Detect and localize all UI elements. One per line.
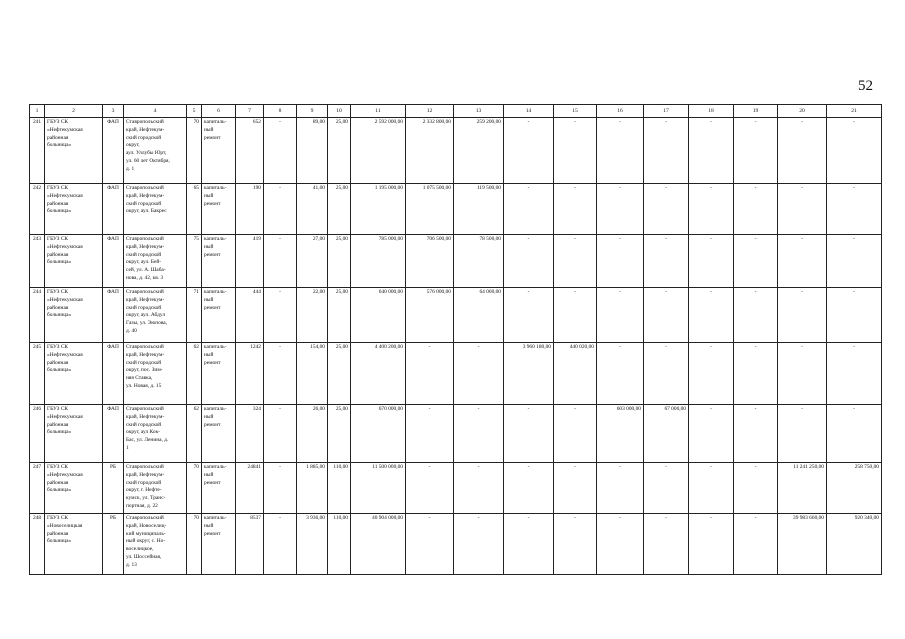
column-21-cell: - (827, 184, 882, 235)
facility-type-cell: ФАП (103, 184, 124, 235)
column-12-cell: 2 332 800,00 (406, 118, 454, 184)
address-cell: Ставропольский край, Нефтекум- ский городской округ, аул. Бей- сей, ул. А. Шаба- нова, д. 42, кв. 3 (124, 235, 187, 288)
column-8-cell: - (264, 184, 297, 235)
column-7-cell: 419 (236, 235, 264, 288)
column-5-cell: 62 (187, 405, 202, 463)
work-type-cell: капиталь- ный ремонт (202, 288, 236, 343)
column-header-21: 21 (827, 105, 882, 118)
column-19-cell: - (734, 514, 778, 575)
column-15-cell: - (554, 184, 597, 235)
column-21-cell: - (827, 235, 882, 288)
column-21-cell: - (827, 288, 882, 343)
column-7-cell: 8537 (236, 514, 264, 575)
column-16-cell: - (597, 288, 644, 343)
column-header-15: 15 (554, 105, 597, 118)
row-number-cell: 241 (30, 118, 45, 184)
column-15-cell: - (554, 514, 597, 575)
column-7-cell: 652 (236, 118, 264, 184)
column-5-cell: 65 (187, 184, 202, 235)
column-11-cell: 670 000,00 (351, 405, 406, 463)
column-header-14: 14 (504, 105, 554, 118)
column-18-cell: - (689, 343, 734, 405)
column-10-cell: 25,00 (328, 405, 351, 463)
column-16-cell: - (597, 343, 644, 405)
column-9-cell: 26,00 (297, 405, 328, 463)
column-9-cell: 154,00 (297, 343, 328, 405)
organization-cell: ГБУЗ СК «Нефтекумская районная больница» (45, 343, 103, 405)
facility-type-cell: РБ (103, 514, 124, 575)
column-18-cell: - (689, 235, 734, 288)
table-row (30, 184, 882, 235)
column-header-1: 1 (30, 105, 45, 118)
table-row (30, 288, 882, 343)
column-12-cell: - (406, 514, 454, 575)
work-type-cell: капиталь- ный ремонт (202, 184, 236, 235)
facility-type-cell: ФАП (103, 405, 124, 463)
column-8-cell: - (264, 118, 297, 184)
column-header-20: 20 (778, 105, 827, 118)
column-13-cell: - (454, 463, 504, 514)
column-11-cell: 1 195 000,00 (351, 184, 406, 235)
column-17-cell: - (644, 184, 689, 235)
column-18-cell: - (689, 463, 734, 514)
column-10-cell: 25,00 (328, 343, 351, 405)
column-10-cell: 110,00 (328, 514, 351, 575)
table-row (30, 235, 882, 288)
column-8-cell: - (264, 288, 297, 343)
column-17-cell: - (644, 514, 689, 575)
column-header-11: 11 (351, 105, 406, 118)
column-8-cell: - (264, 463, 297, 514)
column-9-cell: 3 936,00 (297, 514, 328, 575)
column-18-cell: - (689, 405, 734, 463)
organization-cell: ГБУЗ СК «Нефтекумская районная больница» (45, 288, 103, 343)
column-21-cell: 920 340,00 (827, 514, 882, 575)
column-5-cell: 75 (187, 235, 202, 288)
column-13-cell: - (454, 514, 504, 575)
column-13-cell: 259 200,00 (454, 118, 504, 184)
column-7-cell: 444 (236, 288, 264, 343)
organization-cell: ГБУЗ СК «Новоселицкая районная больница» (45, 514, 103, 575)
column-13-cell: - (454, 343, 504, 405)
column-header-19: 19 (734, 105, 778, 118)
column-11-cell: 2 592 000,00 (351, 118, 406, 184)
work-type-cell: капиталь- ный ремонт (202, 343, 236, 405)
column-11-cell: 4 400 200,00 (351, 343, 406, 405)
column-20-cell: - (778, 405, 827, 463)
data-table (29, 104, 882, 575)
column-header-13: 13 (454, 105, 504, 118)
column-8-cell: - (264, 343, 297, 405)
column-17-cell: - (644, 463, 689, 514)
facility-type-cell: ФАП (103, 288, 124, 343)
column-15-cell: - (554, 118, 597, 184)
column-9-cell: 41,00 (297, 184, 328, 235)
column-13-cell: 78 500,00 (454, 235, 504, 288)
table-row (30, 118, 882, 184)
column-15-cell: - (554, 235, 597, 288)
address-cell: Ставропольский край, Новоселиц- кий муниципаль- ный округ, с. Но- воселицкое, ул. Шоссейная, д. 13 (124, 514, 187, 575)
column-14-cell: - (504, 463, 554, 514)
facility-type-cell: ФАП (103, 343, 124, 405)
column-20-cell: - (778, 235, 827, 288)
column-11-cell: 11 500 000,00 (351, 463, 406, 514)
table-header-row (30, 105, 882, 118)
column-13-cell: 119 500,00 (454, 184, 504, 235)
column-19-cell: - (734, 463, 778, 514)
column-7-cell: 1242 (236, 343, 264, 405)
column-15-cell: 440 020,00 (554, 343, 597, 405)
column-19-cell: - (734, 184, 778, 235)
work-type-cell: капиталь- ный ремонт (202, 118, 236, 184)
address-cell: Ставропольский край, Нефтекум- ский городской округ, пос. Зим- няя Ставка, ул. Новая, д. 15 (124, 343, 187, 405)
organization-cell: ГБУЗ СК «Нефтекумская районная больница» (45, 184, 103, 235)
column-17-cell: - (644, 343, 689, 405)
table-row (30, 514, 882, 575)
column-header-2: 2 (45, 105, 103, 118)
column-8-cell: - (264, 514, 297, 575)
column-21-cell: - (827, 118, 882, 184)
column-12-cell: - (406, 343, 454, 405)
column-5-cell: 70 (187, 463, 202, 514)
column-11-cell: 40 904 000,00 (351, 514, 406, 575)
table-row (30, 343, 882, 405)
facility-type-cell: ФАП (103, 235, 124, 288)
column-14-cell: - (504, 235, 554, 288)
column-14-cell: 3 960 180,00 (504, 343, 554, 405)
column-14-cell: - (504, 288, 554, 343)
column-8-cell: - (264, 405, 297, 463)
column-header-7: 7 (236, 105, 264, 118)
column-19-cell: - (734, 405, 778, 463)
column-header-6: 6 (202, 105, 236, 118)
column-17-cell: - (644, 288, 689, 343)
address-cell: Ставропольский край, Нефтекум- ский городской округ, аул. Уллубы Юрт, ул. 60 лет Октября, д. 1 (124, 118, 187, 184)
column-17-cell: 67 000,00 (644, 405, 689, 463)
column-19-cell: - (734, 343, 778, 405)
column-19-cell: - (734, 288, 778, 343)
column-17-cell: - (644, 235, 689, 288)
column-10-cell: 25,00 (328, 288, 351, 343)
column-11-cell: 785 000,00 (351, 235, 406, 288)
column-header-3: 3 (103, 105, 124, 118)
column-9-cell: 27,00 (297, 235, 328, 288)
work-type-cell: капиталь- ный ремонт (202, 514, 236, 575)
column-14-cell: - (504, 405, 554, 463)
column-13-cell: - (454, 405, 504, 463)
column-20-cell: 39 983 660,00 (778, 514, 827, 575)
column-20-cell: - (778, 118, 827, 184)
column-14-cell: - (504, 184, 554, 235)
table-row (30, 463, 882, 514)
column-21-cell: - (827, 343, 882, 405)
row-number-cell: 243 (30, 235, 45, 288)
column-7-cell: 24841 (236, 463, 264, 514)
column-20-cell: - (778, 288, 827, 343)
column-12-cell: 706 500,00 (406, 235, 454, 288)
page-number: 52 (858, 78, 873, 94)
column-16-cell: - (597, 118, 644, 184)
row-number-cell: 242 (30, 184, 45, 235)
column-8-cell: - (264, 235, 297, 288)
column-16-cell: - (597, 235, 644, 288)
facility-type-cell: ФАП (103, 118, 124, 184)
column-20-cell: 11 241 250,00 (778, 463, 827, 514)
column-20-cell: - (778, 184, 827, 235)
column-17-cell: - (644, 118, 689, 184)
column-20-cell: - (778, 343, 827, 405)
work-type-cell: капиталь- ный ремонт (202, 463, 236, 514)
column-21-cell: 258 750,00 (827, 463, 882, 514)
column-16-cell: 603 000,00 (597, 405, 644, 463)
work-type-cell: капиталь- ный ремонт (202, 405, 236, 463)
column-9-cell: 89,00 (297, 118, 328, 184)
table-row (30, 405, 882, 463)
column-18-cell: - (689, 288, 734, 343)
column-header-9: 9 (297, 105, 328, 118)
column-9-cell: 22,00 (297, 288, 328, 343)
column-10-cell: 110,00 (328, 463, 351, 514)
column-header-16: 16 (597, 105, 644, 118)
organization-cell: ГБУЗ СК «Нефтекумская районная больница» (45, 405, 103, 463)
column-header-5: 5 (187, 105, 202, 118)
column-14-cell: - (504, 514, 554, 575)
column-12-cell: 1 075 500,00 (406, 184, 454, 235)
column-15-cell: - (554, 288, 597, 343)
column-15-cell: - (554, 463, 597, 514)
column-header-18: 18 (689, 105, 734, 118)
column-5-cell: 70 (187, 118, 202, 184)
column-11-cell: 640 000,00 (351, 288, 406, 343)
row-number-cell: 247 (30, 463, 45, 514)
column-18-cell: - (689, 514, 734, 575)
row-number-cell: 244 (30, 288, 45, 343)
work-type-cell: капиталь- ный ремонт (202, 235, 236, 288)
row-number-cell: 246 (30, 405, 45, 463)
facility-type-cell: РБ (103, 463, 124, 514)
column-16-cell: - (597, 514, 644, 575)
column-16-cell: - (597, 184, 644, 235)
column-5-cell: 62 (187, 343, 202, 405)
column-9-cell: 1 885,00 (297, 463, 328, 514)
column-19-cell: - (734, 118, 778, 184)
column-10-cell: 25,00 (328, 118, 351, 184)
column-16-cell: - (597, 463, 644, 514)
address-cell: Ставропольский край, Нефтекум- ский городской округ, аул. Бакрес (124, 184, 187, 235)
column-5-cell: 70 (187, 514, 202, 575)
column-5-cell: 71 (187, 288, 202, 343)
column-12-cell: - (406, 405, 454, 463)
column-19-cell: - (734, 235, 778, 288)
column-12-cell: 576 000,00 (406, 288, 454, 343)
column-10-cell: 25,00 (328, 235, 351, 288)
column-10-cell: 25,00 (328, 184, 351, 235)
address-cell: Ставропольский край, Нефтекум- ский городской округ, аул Кок- Бас, ул. Ленина, д. 1 (124, 405, 187, 463)
address-cell: Ставропольский край, Нефтекум- ский городской округ, аул. Абдул Газы, ул. Эюпова, д. 40 (124, 288, 187, 343)
column-7-cell: 324 (236, 405, 264, 463)
column-18-cell: - (689, 184, 734, 235)
column-21-cell: - (827, 405, 882, 463)
column-13-cell: 64 000,00 (454, 288, 504, 343)
column-header-17: 17 (644, 105, 689, 118)
column-header-10: 10 (328, 105, 351, 118)
column-15-cell: - (554, 405, 597, 463)
column-header-8: 8 (264, 105, 297, 118)
column-header-12: 12 (406, 105, 454, 118)
column-12-cell: - (406, 463, 454, 514)
row-number-cell: 245 (30, 343, 45, 405)
column-14-cell: - (504, 118, 554, 184)
column-7-cell: 190 (236, 184, 264, 235)
column-header-4: 4 (124, 105, 187, 118)
organization-cell: ГБУЗ СК «Нефтекумская районная больница» (45, 118, 103, 184)
address-cell: Ставропольский край, Нефтекум- ский городской округ, г. Нефте- кумск, ул. Транс- портная, д. 22 (124, 463, 187, 514)
organization-cell: ГБУЗ СК «Нефтекумская районная больница» (45, 235, 103, 288)
organization-cell: ГБУЗ СК «Нефтекумская районная больница» (45, 463, 103, 514)
column-18-cell: - (689, 118, 734, 184)
row-number-cell: 248 (30, 514, 45, 575)
